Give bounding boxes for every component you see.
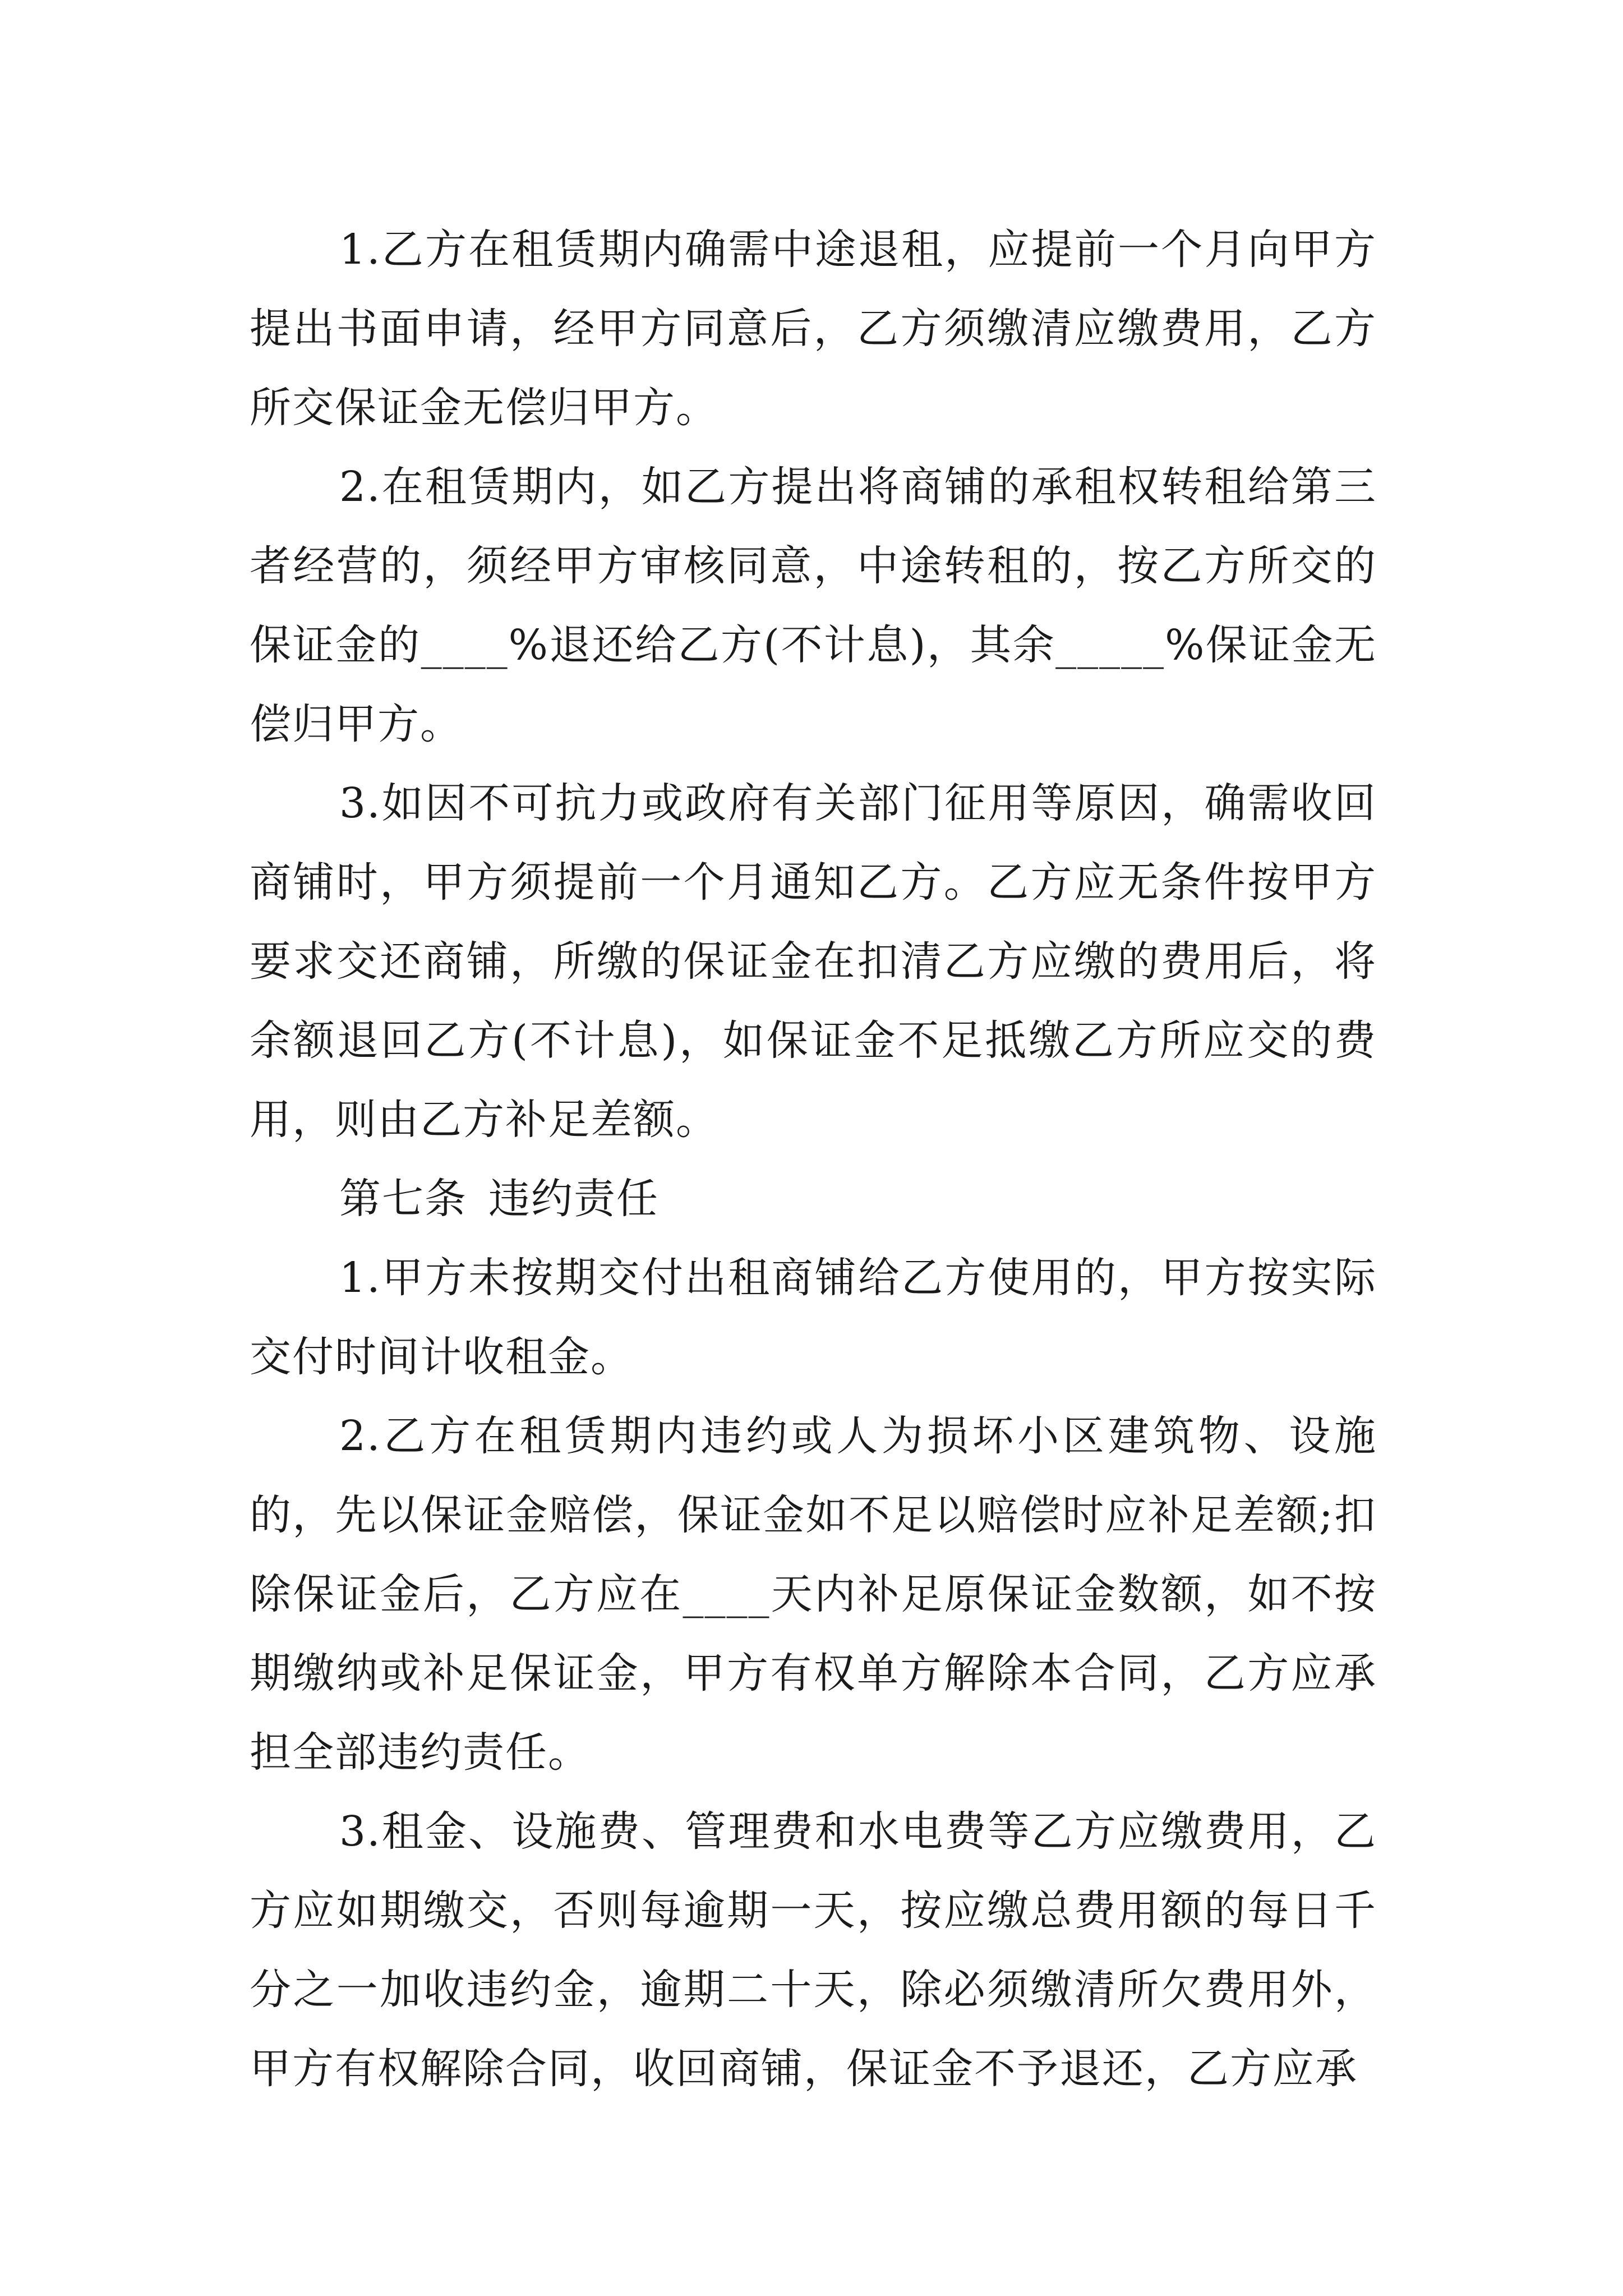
clause-6-item-2: 2.在租赁期内，如乙方提出将商铺的承租权转租给第三者经营的，须经甲方审核同意，中途转租的，按乙方所交的保证金的____%退还给乙方(不计息)，其余_____%保证金无偿归甲方。 [250,463,1377,748]
article-7-number: 第七条 [339,1175,467,1223]
clause-6-item-1: 1.乙方在租赁期内确需中途退租，应提前一个月向甲方提出书面申请，经甲方同意后，乙方须缴清应缴费用，乙方所交保证金无偿归甲方。 [250,226,1377,432]
document-body [250,210,1377,2109]
clause-7-item-2: 2.乙方在租赁期内违约或人为损坏小区建筑物、设施的，先以保证金赔偿，保证金如不足以赔偿时应补足差额;扣除保证金后，乙方应在____天内补足原保证金数额，如不按期缴纳或补足保证金，甲方有权单方解除本合同，乙方应承担全部违约责任。 [250,1412,1377,1777]
article-7-heading [250,1159,1377,1239]
article-7-title: 违约责任 [488,1175,659,1223]
clause-7-item-1: 1.甲方未按期交付出租商铺给乙方使用的，甲方按实际交付时间计收租金。 [250,1254,1377,1381]
clause-6-item-3: 3.如因不可抗力或政府有关部门征用等原因，确需收回商铺时，甲方须提前一个月通知乙方。乙方应无条件按甲方要求交还商铺，所缴的保证金在扣清乙方应缴的费用后，将余额退回乙方(不计息)，如保证金不足抵缴乙方所应交的费用，则由乙方补足差额。 [250,779,1377,1144]
clause-7-item-3: 3.租金、设施费、管理费和水电费等乙方应缴费用，乙方应如期缴交，否则每逾期一天，按应缴总费用额的每日千分之一加收违约金，逾期二十天，除必须缴清所欠费用外，甲方有权解除合同，收回商铺，保证金不予退还，乙方应承 [250,1807,1377,2093]
